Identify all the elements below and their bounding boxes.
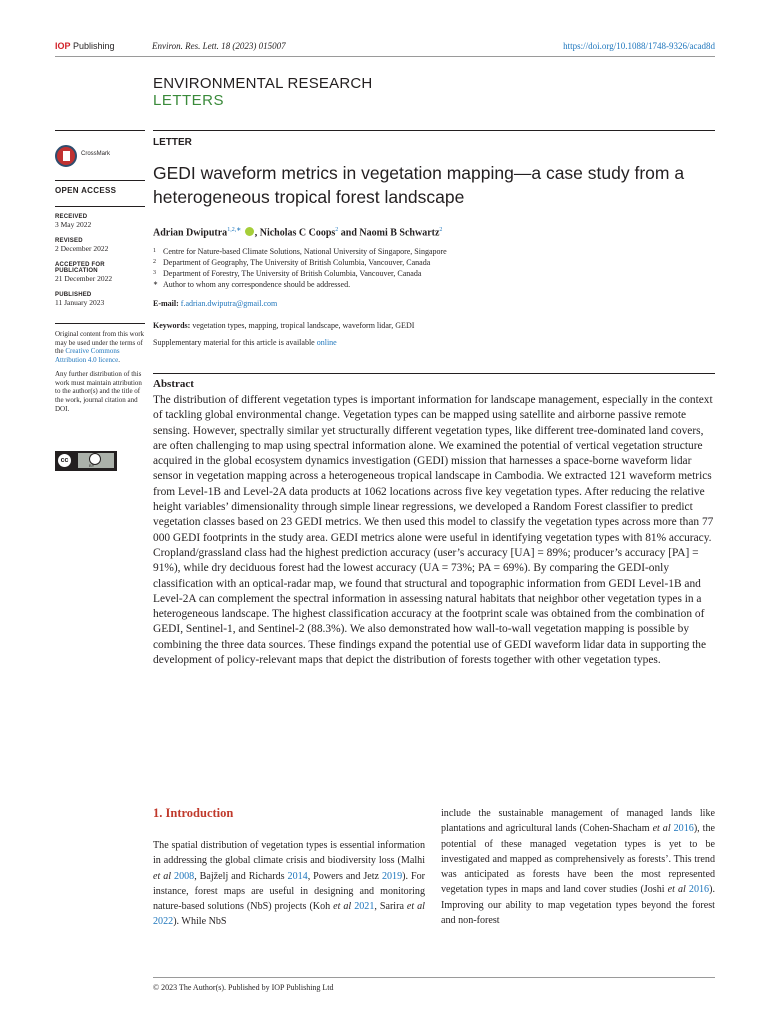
crossmark-icon <box>55 145 77 167</box>
main-divider <box>153 130 715 131</box>
sidebar-divider <box>55 323 145 324</box>
cc-icon: cc <box>58 454 71 467</box>
keywords: Keywords: vegetation types, mapping, tropical landscape, waveform lidar, GEDI <box>153 321 415 330</box>
reference-link[interactable]: 2014 <box>287 870 308 882</box>
orcid-icon[interactable] <box>245 227 254 236</box>
email-link[interactable]: f.adrian.dwiputra@gmail.com <box>180 299 278 308</box>
email-line: E-mail: f.adrian.dwiputra@gmail.com <box>153 299 278 308</box>
body-text: , Powers and Jetz <box>307 870 382 882</box>
body-text: et al <box>153 870 172 882</box>
crossmark-button[interactable] <box>55 145 125 165</box>
affiliation: Centre for Nature-based Climate Solutions, National University of Singapore, Singapore <box>163 247 447 256</box>
body-text: , Sarira <box>374 901 407 913</box>
history-date: 3 May 2022 <box>55 220 92 229</box>
affiliations: 1 Centre for Nature-based Climate Solutions, National University of Singapore, Singapore 2 Department of Geography, The University of British Columbia, Vancouver, Canada 3 Department of Forestry, The University of British Columbia, Vancouver, Canada ∗ Author to whom any correspondence should be addressed. <box>153 247 447 289</box>
sidebar-divider <box>55 180 145 181</box>
body-text: , Bajželj and Richards <box>194 870 288 882</box>
reference-link[interactable]: 2021 <box>354 901 375 913</box>
publication-history <box>55 214 145 316</box>
supplementary-link[interactable]: online <box>316 338 337 347</box>
journal-title-line2: LETTERS <box>153 92 225 109</box>
history-label: PUBLISHED <box>55 292 92 298</box>
history-label: REVISED <box>55 238 83 244</box>
body-text: The spatial distribution of vegetation types is essential information in addressing the global climate crisis and biodiversity loss (Malhi <box>153 840 425 867</box>
body-text: ). While NbS <box>173 916 227 928</box>
publisher-logo[interactable]: IOP Publishing <box>55 41 115 51</box>
reference-link[interactable]: 2016 <box>673 823 694 835</box>
affiliation: Department of Forestry, The University of British Columbia, Vancouver, Canada <box>163 269 422 278</box>
section-heading: 1. Introduction <box>153 806 234 820</box>
sidebar-divider <box>55 206 145 207</box>
article-type: LETTER <box>153 137 192 148</box>
affiliation: Department of Geography, The University of British Columbia, Vancouver, Canada <box>163 258 431 267</box>
journal-title-line1: ENVIRONMENTAL RESEARCH <box>153 75 373 92</box>
history-label: RECEIVED <box>55 214 88 220</box>
license-note: Original content from this work may be used under the terms of the Creative Commons Attribution 4.0 licence. Any further distribution of this work must maintain attribution to the author(s) and the title of the work, journal citation and DOI. <box>55 330 145 413</box>
body-text: include the sustainable management of managed lands like plantations and agricultural lands (Cohen-Shacham <box>441 808 715 835</box>
body-text: et al <box>652 823 671 835</box>
cc-license-link[interactable]: Creative Commons Attribution 4.0 licence <box>55 347 120 365</box>
body-text: ). Improving our ability to map vegetation types beyond the forest and non-forest <box>441 884 715 927</box>
author-name: , Nicholas C Coops <box>254 227 336 239</box>
supplementary-note: Supplementary material for this article is available online <box>153 338 337 347</box>
history-date: 21 December 2022 <box>55 274 113 283</box>
author-list: Adrian Dwiputra$^{1,2,∗}$ , Nicholas C Coops$^2$ and Naomi B Schwartz$^2$ <box>153 227 443 239</box>
cc-by-badge[interactable] <box>55 451 117 471</box>
open-access-label: OPEN ACCESS <box>55 186 117 195</box>
body-text: ), the potential of these managed vegetation types is yet to be investigated and mapped as comprehensively as forests’. This trend was anticipated as forests have been the most represented vegetation types in maps and land cover studies (Joshi <box>441 823 715 896</box>
header-divider <box>55 56 715 57</box>
history-label: ACCEPTED FOR PUBLICATION <box>55 262 105 274</box>
copyright-footer: © 2023 The Author(s). Published by IOP Publishing Ltd <box>153 983 334 992</box>
history-date: 11 January 2023 <box>55 298 105 307</box>
sidebar-divider <box>55 130 145 131</box>
body-text: ). For instance, forest maps are useful in designing and monitoring nature-based solutions (NbS) projects (Koh <box>153 870 425 913</box>
correspondence-note: Author to whom any correspondence should be addressed. <box>163 280 351 289</box>
running-header <box>55 38 715 54</box>
abstract-text: The distribution of different vegetation types is important information for landscape management, especially in the context of tackling global environmental change. Vegetation types can be mapped using satellite and airborne passive remote sensing. However, spectrally similar yet structurally different vegetation types, like different tree-dominated land covers, are often challenging to map using spectral information alone. We examined the potential of vertical vegetation structure acquired in the global ecosystem dynamics investigation (GEDI) mission that harnesses a space-borne waveform lidar sensor in vegetation mapping across a heterogeneous tropical landscape in Cambodia. We extracted 121 waveform metrics from Level-1B and Level-2A data products at 1062 locations across five key vegetation types. After reducing the relative height variables’ dimensionality through simple linear regressions, we developed a Random Forest classifier to predict vegetation classes based on 23 GEDI metrics. We then used this model to classify the vegetation types across more than 77 000 GEDI footprints in the study area. GEDI metrics alone were useful in identifying vegetation types with 81% accuracy. Cropland/grassland class had the highest prediction accuracy (user’s accuracy [UA] = 89%; producer’s accuracy [PA] = 91%), while dry deciduous forest had the lowest accuracy (UA = 73%; PA = 69%). By comparing the GEDI-only classification with an optical-radar map, we found that structural and topographic information from GEDI Level-1B and Level-2A can complement the spectral information in assessing natural habitats that neighbor other vegetation types in a heterogeneous landscape. The highest classification accuracy at the footprint scale was obtained from the combination of GEDI, Sentinel-1, and Sentinel-2 (88.3%). We also demonstrated how wall-to-wall vegetation mapping is possible by combining the three data sources. These findings expand the potential use of GEDI waveform lidar data in supporting the development of policy-relevant maps that depict the distribution of forests together with other vegetation types. <box>153 394 714 667</box>
journal-citation: Environ. Res. Lett. 18 (2023) 015007 <box>152 41 286 51</box>
doi-link[interactable]: https://doi.org/10.1088/1748-9326/acad8d <box>563 41 715 51</box>
body-text: et al <box>333 901 352 913</box>
reference-link[interactable]: 2019 <box>381 870 403 882</box>
history-date: 2 December 2022 <box>55 244 109 253</box>
reference-link[interactable]: 2016 <box>688 884 710 896</box>
by-label: BY <box>89 463 95 468</box>
author-name: and Naomi B Schwartz <box>338 227 440 239</box>
reference-link[interactable]: 2008 <box>174 870 195 882</box>
body-text: et al <box>406 901 425 913</box>
body-column-right <box>441 806 715 928</box>
crossmark-label: CrossMark <box>81 151 111 157</box>
abstract-heading: Abstract <box>153 378 194 390</box>
body-text: et al <box>667 884 686 896</box>
abstract-divider <box>153 373 715 374</box>
body-column-left <box>153 838 425 930</box>
footer-divider <box>153 977 715 978</box>
article-title: GEDI waveform metrics in vegetation mapping—a case study from a heterogeneous tropical forest landscape <box>153 163 685 207</box>
author-name[interactable]: Adrian Dwiputra <box>153 227 228 239</box>
reference-link[interactable]: 2022 <box>153 916 174 928</box>
attribution-note: Any further distribution of this work must maintain attribution to the author(s) and the title of the work, journal citation and DOI. <box>55 369 142 413</box>
